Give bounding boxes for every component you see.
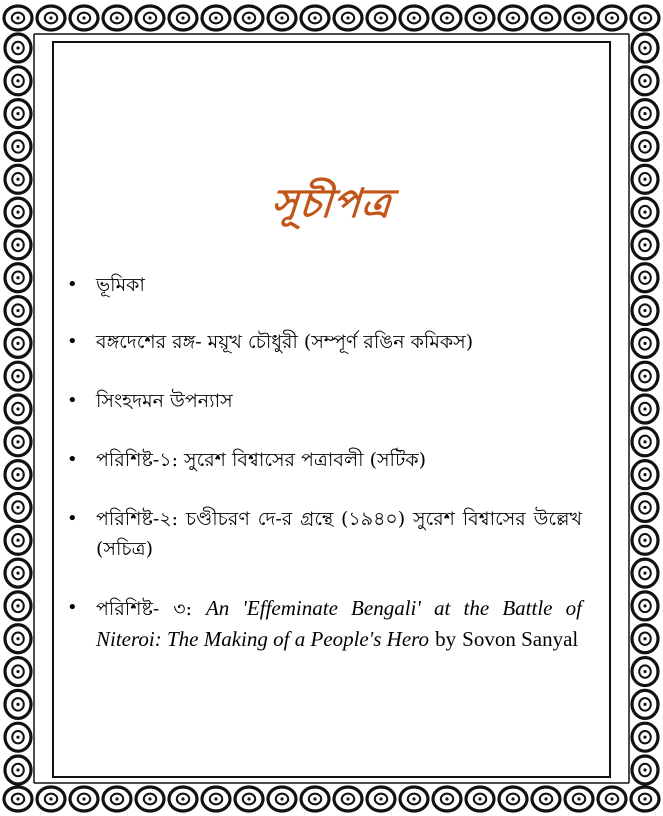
border-ornament — [632, 493, 658, 521]
border-ornament — [5, 428, 31, 456]
border-ornament — [235, 787, 263, 811]
border-ornament — [334, 787, 362, 811]
border-ornament — [5, 100, 31, 128]
border-ornament — [5, 395, 31, 423]
border-ornament — [632, 690, 658, 718]
border-ornament — [5, 756, 31, 784]
border-ornament — [103, 6, 131, 30]
border-ornament — [400, 6, 428, 30]
item-text: বঙ্গদেশের রঙ্গ- ময়ূখ চৌধুরী (সম্পূর্ণ রঙিন কমিকস) — [96, 331, 474, 353]
border-ornament — [235, 6, 263, 30]
border-ornament — [70, 6, 98, 30]
border-ornament — [5, 329, 31, 357]
border-ornament — [334, 6, 362, 30]
border-ornament — [268, 6, 296, 30]
list-item — [60, 593, 582, 655]
list-item — [60, 386, 582, 416]
border-ornament — [466, 787, 494, 811]
border-ornament — [5, 690, 31, 718]
list-item — [60, 445, 582, 475]
contents-list — [60, 270, 582, 655]
border-ornament — [136, 6, 164, 30]
border-ornament — [632, 100, 658, 128]
border-ornament — [632, 67, 658, 95]
border-ornament — [5, 362, 31, 390]
border-ornament — [532, 6, 560, 30]
border-ornament — [5, 493, 31, 521]
border-ornament — [5, 559, 31, 587]
border-ornament — [268, 787, 296, 811]
border-ornament — [632, 461, 658, 489]
border-ornament — [632, 264, 658, 292]
border-ornament — [632, 625, 658, 653]
border-ornament — [632, 362, 658, 390]
border-ornament — [5, 723, 31, 751]
item-text: পরিশিষ্ট-১: সুরেশ বিশ্বাসের পত্রাবলী (সটিক) — [96, 449, 427, 471]
border-ornament — [37, 6, 65, 30]
border-ornament — [632, 132, 658, 160]
border-ornament — [532, 787, 560, 811]
border-ornament — [466, 6, 494, 30]
border-ornament — [632, 297, 658, 325]
border-ornament — [433, 6, 461, 30]
list-item — [60, 270, 582, 300]
item-text: পরিশিষ্ট-২: চণ্ডীচরণ দে-র গ্রন্থে (১৯৪০) সুরেশ বিশ্বাসের উল্লেখ (সচিত্র) — [96, 508, 582, 560]
border-ornament — [70, 787, 98, 811]
border-ornament — [632, 428, 658, 456]
page-title: সূচীপত্র — [269, 181, 394, 227]
border-ornament — [367, 787, 395, 811]
border-ornament — [565, 6, 593, 30]
border-ornament — [598, 787, 626, 811]
border-ornament — [632, 329, 658, 357]
border-ornament — [5, 592, 31, 620]
item-by: by — [435, 627, 457, 651]
border-ornament — [202, 787, 230, 811]
border-ornament — [5, 297, 31, 325]
border-ornament — [632, 559, 658, 587]
border-ornament — [5, 461, 31, 489]
border-ornament — [4, 6, 32, 30]
border-ornament — [5, 526, 31, 554]
border-ornament — [5, 658, 31, 686]
list-item — [60, 504, 582, 564]
item-author: Sovon Sanyal — [462, 627, 579, 651]
border-ornament — [565, 787, 593, 811]
border-ornament — [202, 6, 230, 30]
border-ornament — [5, 34, 31, 62]
border-ornament — [37, 787, 65, 811]
border-ornament — [499, 787, 527, 811]
border-ornament — [169, 6, 197, 30]
border-ornament — [631, 6, 659, 30]
border-ornament — [632, 723, 658, 751]
border-ornament — [301, 6, 329, 30]
list-item — [60, 327, 582, 357]
border-ornament — [367, 6, 395, 30]
item-text: ভূমিকা — [96, 274, 145, 296]
border-ornament — [632, 592, 658, 620]
border-ornament — [632, 658, 658, 686]
border-ornament — [433, 787, 461, 811]
border-ornament — [598, 6, 626, 30]
border-ornament — [5, 132, 31, 160]
border-ornament — [632, 756, 658, 784]
border-ornament — [632, 395, 658, 423]
border-ornament — [169, 787, 197, 811]
border-ornament — [5, 625, 31, 653]
border-ornament — [4, 787, 32, 811]
item-english-title: An 'Effeminate Bengali' at the Battle of Niteroi: The Making of a People's Hero — [96, 596, 582, 651]
border-ornament — [499, 6, 527, 30]
border-ornament — [632, 34, 658, 62]
item-text: সিংহদমন উপন্যাস — [96, 390, 233, 412]
border-ornament — [103, 787, 131, 811]
border-ornament — [5, 264, 31, 292]
border-ornament — [400, 787, 428, 811]
border-ornament — [136, 787, 164, 811]
item-prefix: পরিশিষ্ট- ৩: — [96, 598, 192, 620]
border-ornament — [631, 787, 659, 811]
border-ornament — [632, 526, 658, 554]
border-ornament — [5, 67, 31, 95]
border-ornament — [301, 787, 329, 811]
